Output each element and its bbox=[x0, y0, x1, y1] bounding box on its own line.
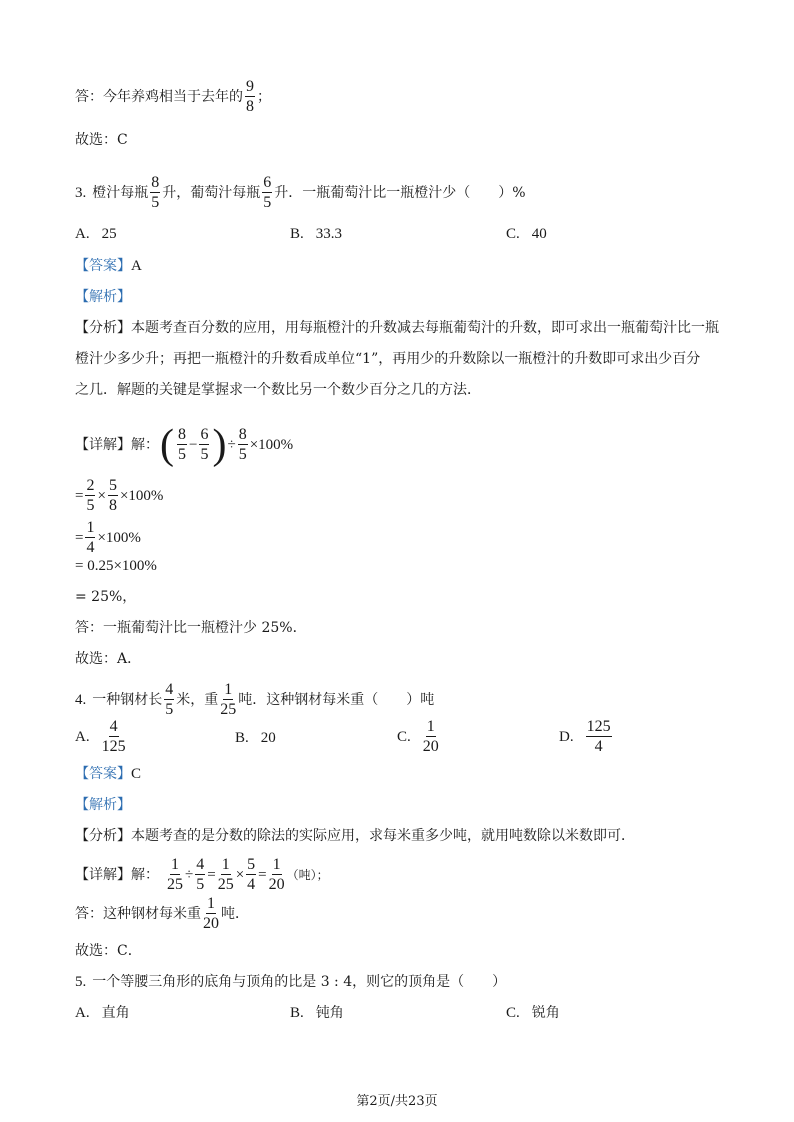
q3-step-4: = 0.25×100% bbox=[75, 558, 157, 574]
prev-answer-line: 答：今年养鸡相当于去年的 $\frac{9}{8}$ ； bbox=[75, 78, 271, 115]
fraction-4-5: $\frac{4}{5}$ bbox=[165, 681, 174, 718]
q3-choice: 故选：A． bbox=[75, 651, 142, 667]
q4-option-c: C. $\frac{1}{20}$ bbox=[397, 718, 439, 755]
q3-option-b: B. 33.3 bbox=[290, 226, 343, 242]
q4-stem: 4. 一种钢材长 $\frac{4}{5}$ 米，重 $\frac{1}{25}$ 吨．这种钢材每米重（ ）吨 bbox=[75, 681, 435, 718]
q3-fenxi-1: 【分析】 本题考查百分数的应用，用每瓶橙汁的升数减去每瓶葡萄汁的升数，即可求出一瓶葡萄汁比一瓶 bbox=[75, 320, 719, 336]
q5-stem: 5. 一个等腰三角形的底角与顶角的比是 3 : 4，则它的顶角是（ ） bbox=[75, 974, 507, 990]
q3-conclusion: 答：一瓶葡萄汁比一瓶橙汁少 25%． bbox=[75, 620, 307, 636]
q3-fenxi-2: 橙汁少多少升；再把一瓶橙汁的升数看成单位“1”，再用少的升数除以一瓶橙汁的升数即可求出少百分 bbox=[75, 351, 701, 367]
q4-jiexi: 【解析】 bbox=[75, 797, 131, 813]
q5-option-c: C. 锐角 bbox=[506, 1005, 560, 1021]
q3-step-2: = $\frac{2}{5}$ × $\frac{5}{8}$ ×100% bbox=[75, 477, 164, 514]
q4-fenxi: 【分析】 本题考查的是分数的除法的实际应用，求每米重多少吨，就用吨数除以米数即可． bbox=[75, 828, 635, 844]
q4-option-b: B. 20 bbox=[235, 730, 276, 746]
q4-conclusion: 答：这种钢材每米重 $\frac{1}{20}$ 吨． bbox=[75, 895, 249, 932]
fraction-8-5: $\frac{8}{5}$ bbox=[151, 174, 160, 211]
q4-calc: 【详解】 解： $\frac{1}{25}$ ÷ $\frac{4}{5}$ = $\frac{1}{25}$ × $\frac{5}{4}$ = $\frac{1}{20}$ （吨）； bbox=[75, 856, 329, 893]
q3-stem: 3. 橙汁每瓶 $\frac{8}{5}$ 升，葡萄汁每瓶 $\frac{6}{5}$ 升．一瓶葡萄汁比一瓶橙汁少（ ）% bbox=[75, 174, 526, 211]
q4-choice: 故选：C． bbox=[75, 943, 142, 959]
fraction-9-8: $\frac{9}{8}$ bbox=[246, 78, 254, 115]
q3-option-a: A. 25 bbox=[75, 226, 117, 242]
page-footer: 第2页/共23页 bbox=[356, 1094, 438, 1109]
q3-step-5: = 25%， bbox=[75, 589, 137, 605]
q3-step-3: = $\frac{1}{4}$ ×100% bbox=[75, 519, 141, 556]
q3-fenxi-3: 之几．解题的关键是掌握求一个数比另一个数少百分之几的方法． bbox=[75, 382, 481, 398]
q4-option-a: A. $\frac{4}{125}$ bbox=[75, 718, 126, 755]
q3-step-1: 【详解】 解： ( $\frac{8}{5}$ − $\frac{6}{5}$ ) ÷ $\frac{8}{5}$ ×100% bbox=[75, 422, 294, 468]
q3-jiexi: 【解析】 bbox=[75, 289, 131, 305]
fraction-6-5: $\frac{6}{5}$ bbox=[263, 174, 272, 211]
q5-option-a: A. 直角 bbox=[75, 1005, 130, 1021]
q4-option-d: D. $\frac{125}{4}$ bbox=[559, 718, 611, 755]
q3-answer: 【答案】 A bbox=[75, 258, 142, 274]
q5-option-b: B. 钝角 bbox=[290, 1005, 344, 1021]
q4-answer: 【答案】 C bbox=[75, 766, 142, 782]
prev-choice: 故选：C bbox=[75, 132, 128, 148]
fraction-1-25: $\frac{1}{25}$ bbox=[220, 681, 237, 718]
q3-option-c: C. 40 bbox=[506, 226, 547, 242]
